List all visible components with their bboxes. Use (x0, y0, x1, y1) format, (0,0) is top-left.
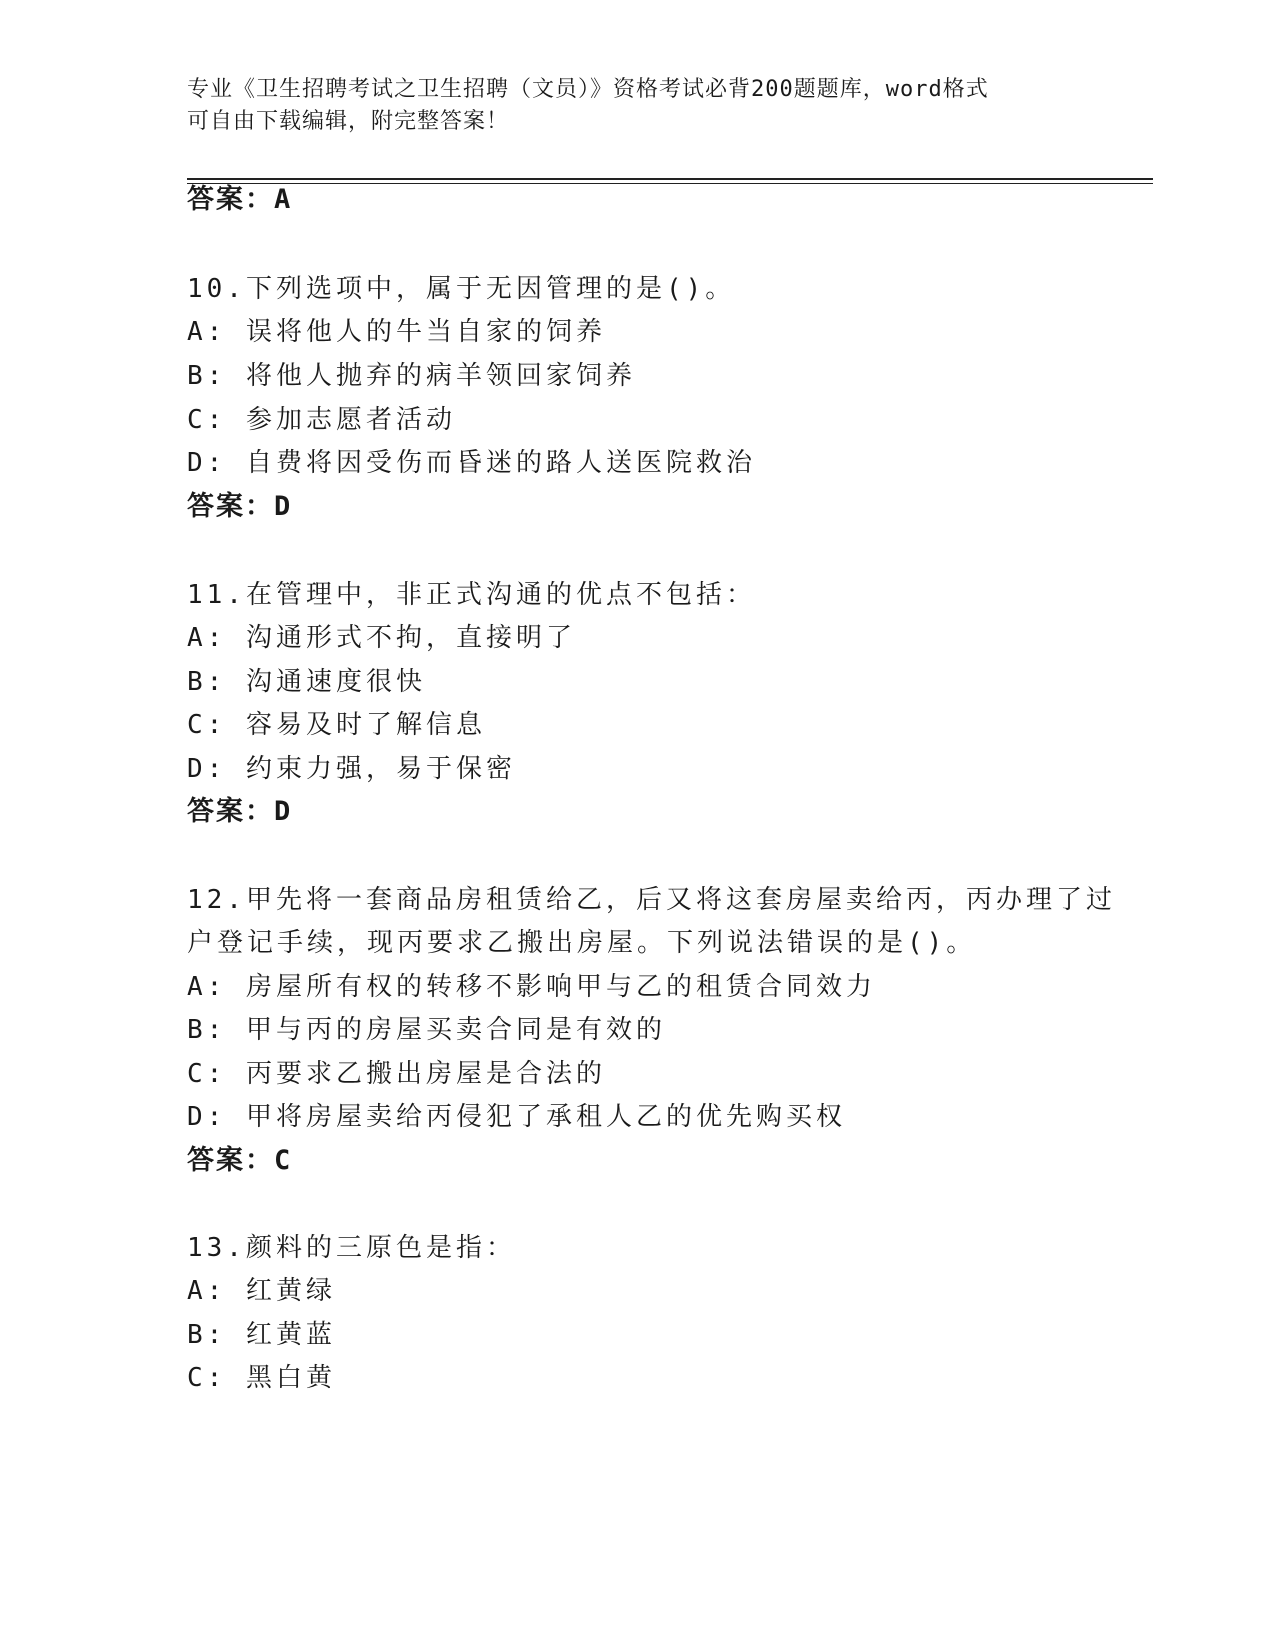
question-12-option-b: B: 甲与丙的房屋买卖合同是有效的 (187, 1015, 666, 1045)
question-12-option-c: C: 丙要求乙搬出房屋是合法的 (187, 1059, 606, 1089)
header-line-1: 专业《卫生招聘考试之卫生招聘（文员）》资格考试必背200题题库，word格式 (187, 77, 989, 102)
question-12-option-d: D: 甲将房屋卖给丙侵犯了承租人乙的优先购买权 (187, 1102, 846, 1132)
header-divider-thin (187, 183, 1153, 184)
question-10-stem: 10.下列选项中，属于无因管理的是()。 (187, 274, 736, 304)
question-10-option-a: A: 误将他人的牛当自家的饲养 (187, 317, 606, 347)
header-line-2: 可自由下载编辑，附完整答案！ (187, 109, 510, 134)
question-11-option-b: B: 沟通速度很快 (187, 667, 426, 697)
question-12-stem-line-2: 户登记手续，现丙要求乙搬出房屋。下列说法错误的是()。 (187, 928, 977, 958)
question-11-answer: 答案：D (187, 796, 293, 827)
question-11-option-d: D: 约束力强，易于保密 (187, 754, 516, 784)
question-13-option-a: A: 红黄绿 (187, 1276, 336, 1306)
document-header (187, 74, 1087, 138)
question-11-stem: 11.在管理中，非正式沟通的优点不包括： (187, 580, 756, 610)
question-13-stem: 13.颜料的三原色是指： (187, 1233, 516, 1263)
question-13-option-b: B: 红黄蓝 (187, 1320, 336, 1350)
question-10-option-b: B: 将他人抛弃的病羊领回家饲养 (187, 361, 636, 391)
question-12-option-a: A: 房屋所有权的转移不影响甲与乙的租赁合同效力 (187, 972, 876, 1002)
question-10-answer: 答案：D (187, 491, 293, 522)
previous-answer: 答案：A (187, 184, 293, 215)
question-11-option-c: C: 容易及时了解信息 (187, 710, 486, 740)
question-10-option-c: C: 参加志愿者活动 (187, 405, 456, 435)
question-12-stem-line-1: 12.甲先将一套商品房租赁给乙，后又将这套房屋卖给丙，丙办理了过 (187, 885, 1116, 915)
question-11-option-a: A: 沟通形式不拘，直接明了 (187, 623, 576, 653)
question-12-answer: 答案：C (187, 1145, 293, 1176)
header-divider (187, 178, 1153, 180)
question-13-option-c: C: 黑白黄 (187, 1363, 336, 1393)
question-10-option-d: D: 自费将因受伤而昏迷的路人送医院救治 (187, 448, 756, 478)
